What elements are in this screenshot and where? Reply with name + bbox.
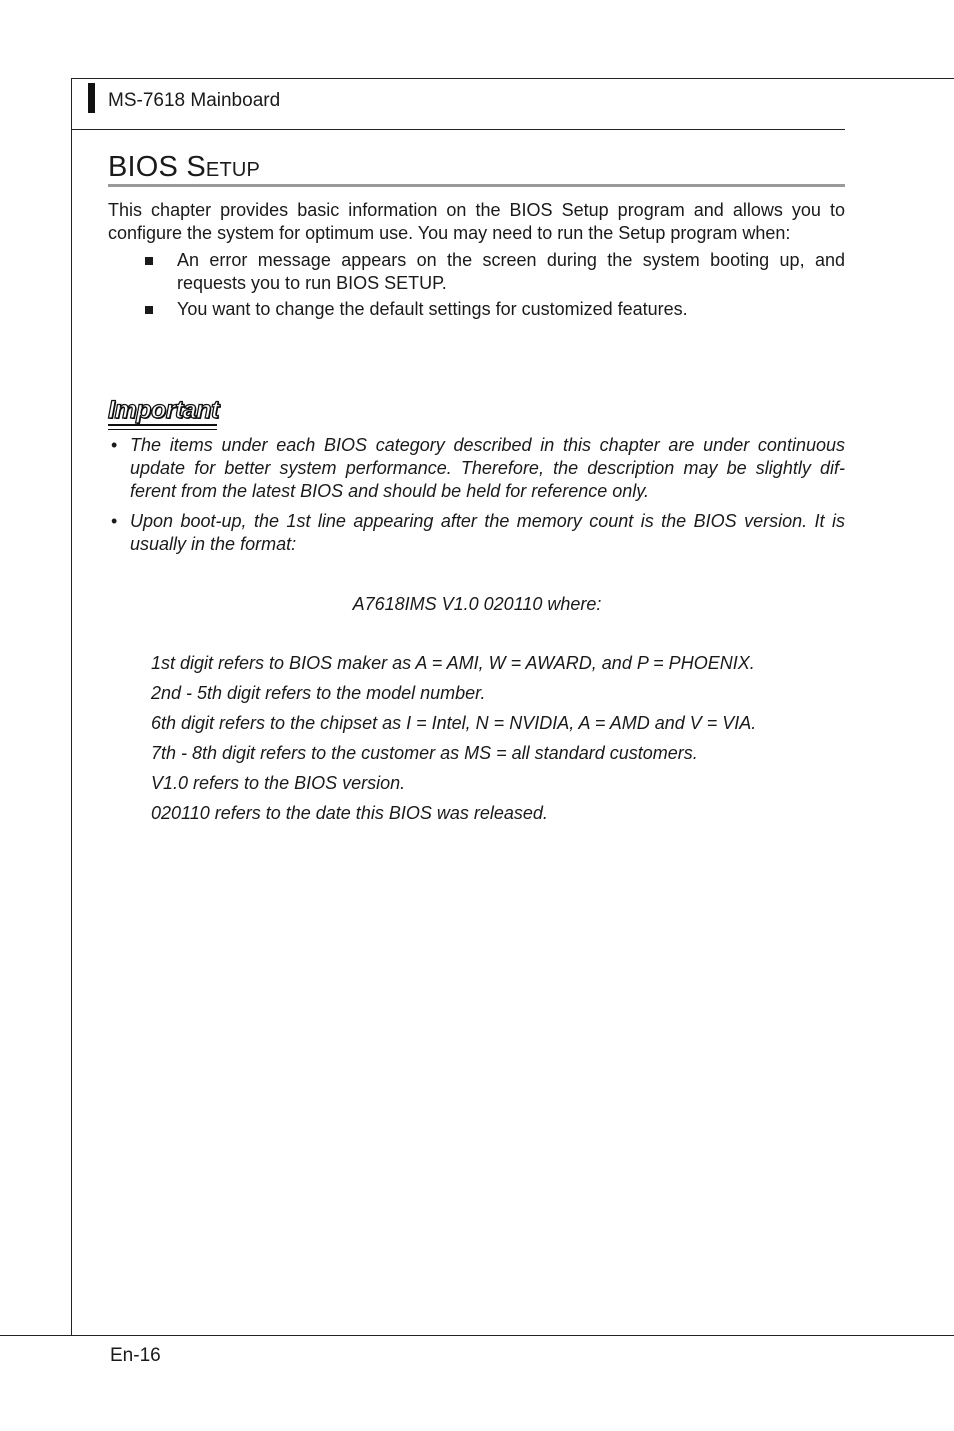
list-item <box>108 298 845 321</box>
header-marker-bar <box>88 83 95 113</box>
page-left-rule <box>71 78 72 1335</box>
header-bottom-rule <box>71 129 845 130</box>
list-item-text: The items under each BIOS category described in this chapter are under continuous update for better system performance. Therefore, the description may be slightly dif-ferent from the latest BIOS and should be held for reference only. <box>130 435 845 501</box>
important-heading: Important <box>108 396 219 424</box>
list-item-text: You want to change the default settings for customized features. <box>177 299 688 319</box>
important-underline <box>108 429 217 430</box>
important-notes-list <box>108 434 845 563</box>
square-bullet-icon <box>145 257 153 265</box>
list-item: 2nd - 5th digit refers to the model number. <box>151 683 486 703</box>
list-item: 1st digit refers to BIOS maker as A = AMI, W = AWARD, and P = PHOENIX. <box>151 653 755 673</box>
list-item-text: Upon boot-up, the 1st line appearing after the memory count is the BIOS version. It is usually in the format: <box>130 511 845 554</box>
page-number: En-16 <box>110 1345 161 1366</box>
list-item <box>108 249 845 295</box>
list-item: 020110 refers to the date this BIOS was released. <box>151 803 548 823</box>
section-title-rule <box>108 184 845 187</box>
square-bullet-icon <box>145 306 153 314</box>
version-digit-explanations <box>151 652 756 832</box>
list-item <box>108 434 845 503</box>
list-item: 7th - 8th digit refers to the customer as MS = all standard customers. <box>151 743 698 763</box>
dot-bullet-icon: • <box>111 511 118 531</box>
list-item: V1.0 refers to the BIOS version. <box>151 773 406 793</box>
section-title: BIOS Setup <box>108 151 261 183</box>
list-item-text: An error message appears on the screen during the system booting up, and requests you to run BIOS SETUP. <box>177 250 845 293</box>
intro-paragraph: This chapter provides basic information on the BIOS Setup program and allows you to configure the system for optimum use. You may need to run the Setup program when: <box>108 200 845 243</box>
important-underline <box>108 424 217 426</box>
header-top-rule <box>71 78 954 79</box>
footer-rule <box>0 1335 954 1336</box>
dot-bullet-icon: • <box>111 435 118 455</box>
running-header: MS-7618 Mainboard <box>108 90 281 111</box>
bios-version-format: A7618IMS V1.0 020110 where: <box>352 594 602 614</box>
list-item <box>108 510 845 556</box>
list-item: 6th digit refers to the chipset as I = Intel, N = NVIDIA, A = AMD and V = VIA. <box>151 713 757 733</box>
setup-conditions-list <box>108 249 845 324</box>
